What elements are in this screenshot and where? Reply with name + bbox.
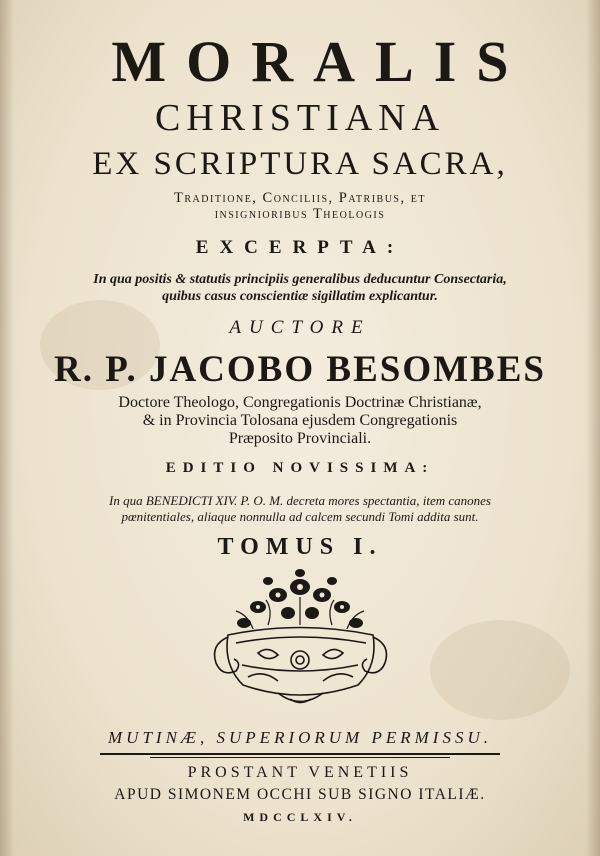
description-line-1: In qua positis & statutis principiis generalibus deducuntur Consectaria, <box>93 272 507 287</box>
title-line-christiana: CHRISTIANA <box>154 97 446 139</box>
title-line-moralis: MORALIS <box>111 29 529 94</box>
edition-heading: EDITIO NOVISSIMA: <box>165 460 435 476</box>
volume-label: TOMUS I. <box>217 534 383 560</box>
floral-basket-ornament-icon <box>208 565 393 710</box>
imprint-publisher: APUD SIMONEM OCCHI SUB SIGNO ITALIÆ. <box>114 786 486 803</box>
imprint-permission: MUTINÆ, SUPERIORUM PERMISSU. <box>108 728 492 747</box>
imprint-place: PROSTANT VENETIIS <box>187 764 413 781</box>
edition-note-line-2: pœnitentiales, aliaque nonnulla ad calcem secundi Tomi addita sunt. <box>121 509 479 524</box>
description-line-2: quibus casus conscientiæ sigillatim explicantur. <box>162 289 438 304</box>
subtitle-line-theologis: insignioribus Theologis <box>214 206 386 222</box>
author-title-line-2: & in Provincia Tolosana ejusdem Congregationis <box>142 412 458 429</box>
title-line-ex-scriptura: EX SCRIPTURA SACRA, <box>92 146 508 182</box>
divider-rule <box>100 753 500 755</box>
author-title-line-3: Præposito Provinciali. <box>228 430 372 447</box>
divider-rule-thin <box>150 757 450 758</box>
imprint-year: MDCCLXIV. <box>243 810 357 824</box>
author-name: R. P. JACOBO BESOMBES <box>54 349 546 390</box>
edition-note-line-1: In qua BENEDICTI XIV. P. O. M. decreta mores spectantia, item canones <box>109 493 491 508</box>
subtitle-line-traditione: Traditione, Conciliis, Patribus, et <box>174 190 426 206</box>
excerpta-heading: EXCERPTA: <box>195 237 405 258</box>
auctore-label: AUCTORE <box>229 317 371 338</box>
author-title-line-1: Doctore Theologo, Congregationis Doctrinæ Christianæ, <box>118 394 482 411</box>
paper-stain <box>430 620 570 720</box>
